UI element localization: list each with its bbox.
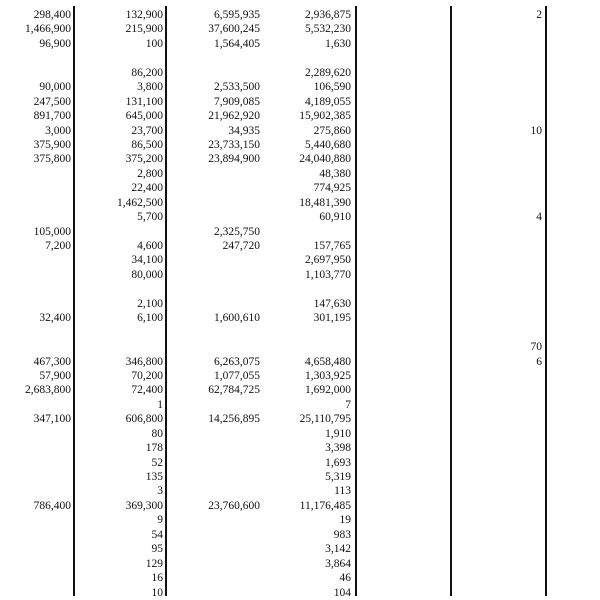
table-cell (180, 326, 260, 340)
table-cell: 1,103,770 (305, 268, 351, 281)
table-cell: 18,481,390 (299, 196, 351, 209)
table-cell: 106,590 (313, 81, 351, 94)
table-cell (180, 427, 260, 441)
table-cell (500, 557, 542, 571)
table-cell (0, 427, 71, 441)
table-cell (500, 470, 542, 484)
table-cell: 23,700 (131, 124, 163, 137)
table-cell (180, 66, 260, 80)
table-cell: 52 (151, 456, 163, 469)
table-cell (180, 196, 260, 210)
table-cell: 4 (536, 211, 542, 224)
table-cell (280, 340, 351, 354)
column-6 (500, 8, 542, 600)
table-cell: 5,532,230 (305, 23, 351, 36)
table-cell: 96,900 (39, 37, 71, 50)
table-cell: 1,630 (325, 37, 351, 50)
table-cell (180, 441, 260, 455)
table-cell: 70 (530, 341, 542, 354)
table-cell (500, 571, 542, 585)
table-cell: 14,256,895 (208, 413, 260, 426)
table-cell (180, 528, 260, 542)
table-cell: 132,900 (125, 9, 163, 21)
column-1 (0, 8, 71, 600)
table-cell: 2,289,620 (305, 66, 351, 79)
table-cell: 2,936,875 (305, 9, 351, 21)
table-cell (180, 340, 260, 354)
table-cell (0, 528, 71, 542)
table-cell: 34,100 (131, 254, 163, 267)
table-cell: 80,000 (131, 268, 163, 281)
table-cell: 24,040,880 (299, 153, 351, 166)
table-cell: 2,697,950 (305, 254, 351, 267)
table-cell (0, 513, 71, 527)
table-cell: 3,864 (325, 557, 351, 570)
table-cell: 135 (145, 471, 163, 483)
table-cell (500, 167, 542, 181)
table-cell: 34,935 (228, 124, 260, 137)
table-cell (500, 239, 542, 253)
table-cell: 215,900 (125, 23, 163, 36)
table-cell: 23,733,150 (208, 138, 260, 151)
table-cell (500, 196, 542, 210)
table-cell (500, 499, 542, 513)
table-cell: 60,910 (319, 211, 351, 224)
table-cell (180, 253, 260, 267)
table-cell: 15,902,385 (299, 110, 351, 123)
table-cell: 2,683,800 (25, 384, 71, 397)
table-cell: 2,533,500 (214, 81, 260, 94)
table-cell (100, 51, 163, 65)
table-cell (500, 586, 542, 600)
table-cell (500, 369, 542, 383)
table-cell (0, 557, 71, 571)
table-cell: 298,400 (33, 9, 71, 21)
table-cell: 1 (157, 398, 163, 411)
table-cell (180, 571, 260, 585)
column-4 (280, 8, 351, 600)
column-divider-5 (545, 6, 547, 596)
table-cell: 32,400 (39, 312, 71, 325)
table-cell: 4,600 (137, 240, 163, 252)
table-cell: 23,760,600 (208, 499, 260, 512)
table-cell (280, 282, 351, 296)
table-cell: 9 (157, 514, 163, 527)
table-cell (0, 456, 71, 470)
table-cell (0, 51, 71, 65)
table-cell: 2,325,750 (214, 225, 260, 238)
table-cell (180, 282, 260, 296)
table-cell: 80 (151, 427, 163, 440)
table-cell: 5,700 (137, 211, 163, 224)
table-cell: 467,300 (33, 355, 71, 368)
table-cell (500, 412, 542, 426)
table-cell (100, 326, 163, 340)
table-cell (0, 181, 71, 195)
table-cell (0, 398, 71, 412)
table-cell: 774,925 (313, 182, 351, 195)
table-cell: 1,077,055 (214, 369, 260, 382)
table-cell: 1,462,500 (117, 196, 163, 209)
table-cell (500, 22, 542, 36)
table-cell: 4,189,055 (305, 95, 351, 108)
table-cell (500, 311, 542, 325)
table-cell: 1,693 (325, 456, 351, 469)
table-cell (180, 470, 260, 484)
table-cell: 347,100 (33, 413, 71, 426)
table-cell: 2,800 (137, 167, 163, 180)
table-cell: 1,466,900 (25, 23, 71, 36)
table-cell: 3,142 (325, 543, 351, 556)
table-cell (0, 210, 71, 224)
table-cell: 3,000 (45, 124, 71, 137)
table-cell (500, 152, 542, 166)
table-cell (500, 441, 542, 455)
table-cell: 606,800 (125, 413, 163, 426)
table-cell (0, 571, 71, 585)
table-cell: 3 (157, 485, 163, 498)
table-cell (500, 456, 542, 470)
table-cell (500, 528, 542, 542)
table-cell (0, 340, 71, 354)
table-cell: 2 (536, 9, 542, 21)
table-cell: 786,400 (33, 499, 71, 512)
table-cell: 7,200 (45, 240, 71, 252)
table-cell: 1,564,405 (214, 37, 260, 50)
table-cell (500, 326, 542, 340)
table-cell: 62,784,725 (208, 384, 260, 397)
table-cell: 100 (145, 37, 163, 50)
table-cell (280, 326, 351, 340)
table-cell: 645,000 (125, 110, 163, 123)
table-cell: 57,900 (39, 369, 71, 382)
table-cell: 4,658,480 (305, 355, 351, 368)
table-cell (0, 282, 71, 296)
table-cell (0, 167, 71, 181)
table-cell (0, 253, 71, 267)
table-cell (500, 225, 542, 239)
table-cell (0, 268, 71, 282)
table-cell (180, 210, 260, 224)
column-2 (100, 8, 163, 600)
table-cell (500, 109, 542, 123)
table-cell: 147,630 (313, 297, 351, 310)
table-cell: 6,263,075 (214, 355, 260, 368)
table-cell (500, 513, 542, 527)
table-cell: 54 (151, 528, 163, 541)
table-cell: 6,100 (137, 312, 163, 325)
table-cell: 1,910 (325, 427, 351, 440)
table-cell: 3,800 (137, 81, 163, 94)
table-cell: 375,900 (33, 138, 71, 151)
table-cell: 90,000 (39, 81, 71, 94)
column-divider-2 (165, 6, 167, 596)
table-cell: 3,398 (325, 442, 351, 455)
table-cell: 104 (333, 586, 351, 599)
table-cell: 375,800 (33, 153, 71, 166)
table-cell (0, 66, 71, 80)
table-cell (180, 586, 260, 600)
table-cell (500, 37, 542, 51)
table-cell (0, 441, 71, 455)
table-cell (500, 138, 542, 152)
table-cell (100, 340, 163, 354)
table-cell: 1,600,610 (214, 312, 260, 325)
table-cell: 23,894,900 (208, 153, 260, 166)
table-cell (100, 282, 163, 296)
table-cell: 113 (334, 485, 351, 498)
table-cell (0, 326, 71, 340)
column-3 (180, 8, 260, 600)
table-cell: 86,200 (131, 66, 163, 79)
table-cell: 157,765 (313, 240, 351, 252)
table-cell (180, 268, 260, 282)
table-cell (0, 542, 71, 556)
table-cell (0, 470, 71, 484)
table-cell: 7,909,085 (214, 95, 260, 108)
table-cell (280, 51, 351, 65)
table-cell: 22,400 (131, 182, 163, 195)
table-cell (0, 484, 71, 498)
table-cell (500, 398, 542, 412)
table-cell (280, 225, 351, 239)
table-cell: 375,200 (125, 153, 163, 166)
table-cell: 11,176,485 (299, 499, 351, 512)
table-cell (180, 456, 260, 470)
table-cell: 1,303,925 (305, 369, 351, 382)
table-cell: 6 (536, 355, 542, 368)
table-cell (0, 586, 71, 600)
table-cell: 37,600,245 (208, 23, 260, 36)
table-cell (500, 51, 542, 65)
table-cell: 70,200 (131, 369, 163, 382)
table-cell: 10 (151, 586, 163, 599)
table-cell (180, 557, 260, 571)
table-cell: 46 (339, 572, 351, 585)
table-cell: 247,500 (33, 95, 71, 108)
table-cell (500, 297, 542, 311)
table-cell (500, 181, 542, 195)
table-cell: 10 (530, 124, 542, 137)
table-cell (500, 542, 542, 556)
table-cell: 129 (145, 557, 163, 570)
table-cell: 86,500 (131, 138, 163, 151)
table-cell (500, 383, 542, 397)
table-cell (180, 513, 260, 527)
table-cell (500, 80, 542, 94)
table-cell (500, 66, 542, 80)
table-cell: 21,962,920 (208, 110, 260, 123)
table-cell: 48,380 (319, 167, 351, 180)
table-cell: 5,319 (325, 471, 351, 483)
column-divider-4 (450, 6, 452, 596)
table-cell (500, 484, 542, 498)
table-cell (180, 542, 260, 556)
table-cell: 95 (151, 543, 163, 556)
table-cell: 5,440,680 (305, 138, 351, 151)
table-cell: 131,100 (125, 95, 163, 108)
table-cell (500, 253, 542, 267)
table-cell: 25,110,795 (299, 413, 351, 426)
table-cell (180, 297, 260, 311)
table-cell (500, 95, 542, 109)
table-cell: 2,100 (137, 297, 163, 310)
table-cell: 275,860 (313, 124, 351, 137)
table-cell: 16 (151, 572, 163, 585)
table-cell (500, 268, 542, 282)
table-cell: 105,000 (33, 225, 71, 238)
table-cell (0, 297, 71, 311)
table-cell (0, 196, 71, 210)
table-cell: 247,720 (222, 240, 260, 252)
table-cell (180, 181, 260, 195)
table-cell: 983 (333, 528, 351, 541)
table-cell (100, 225, 163, 239)
table-cell: 301,195 (313, 312, 351, 325)
table-cell (180, 167, 260, 181)
table-cell: 891,700 (33, 110, 71, 123)
column-divider-1 (73, 6, 75, 596)
column-divider-3 (355, 6, 357, 596)
table-cell: 72,400 (131, 384, 163, 397)
table-cell: 19 (339, 514, 351, 527)
table-cell: 369,300 (125, 499, 163, 512)
table-cell (180, 484, 260, 498)
table-cell (180, 398, 260, 412)
table-cell: 7 (345, 398, 351, 411)
table-cell (180, 51, 260, 65)
table-cell (500, 427, 542, 441)
table-cell: 6,595,935 (214, 9, 260, 21)
table-cell (500, 282, 542, 296)
table-cell: 1,692,000 (305, 384, 351, 397)
table-cell: 178 (145, 442, 163, 455)
table-cell: 346,800 (125, 355, 163, 368)
